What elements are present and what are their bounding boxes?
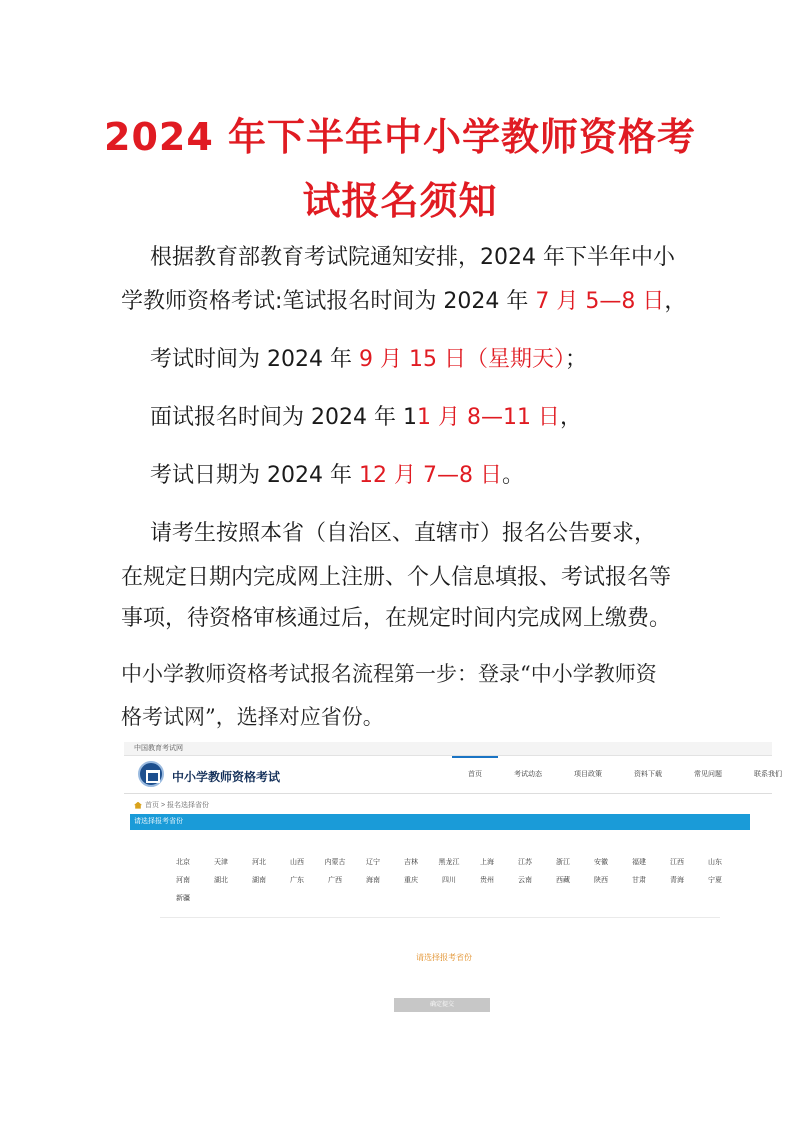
divider — [160, 917, 720, 918]
section-header-bar: 请选择报考省份 — [130, 814, 750, 830]
notice-text: 。 — [501, 463, 524, 488]
province-option[interactable]: 山西 — [290, 859, 304, 866]
province-option[interactable]: 黑龙江 — [438, 859, 460, 866]
notice-interview-registration — [150, 404, 582, 432]
notice-text: 学教师资格考试:笔试报名时间为 2024 年 — [121, 289, 529, 314]
province-option[interactable]: 安徽 — [594, 859, 608, 866]
registration-site-screenshot — [124, 742, 782, 1032]
province-option[interactable]: 吉林 — [404, 859, 418, 866]
province-option[interactable]: 辽宁 — [366, 859, 380, 866]
province-option[interactable]: 浙江 — [556, 859, 570, 866]
nav-contact[interactable]: 联系我们 — [754, 771, 782, 778]
province-option[interactable]: 四川 — [442, 877, 456, 884]
screenshot-top-bar: 中国教育考试网 — [124, 742, 772, 756]
province-option[interactable]: 湖北 — [214, 877, 228, 884]
province-option[interactable]: 广西 — [328, 877, 342, 884]
page-title-line-1: 2024 年下半年中小学教师资格考 — [104, 115, 696, 159]
notice-text: 面试报名时间为 2024 年 1 — [150, 405, 417, 430]
notice-paragraph-1 — [150, 244, 675, 272]
site-logo-icon — [138, 761, 164, 787]
notice-text: 考试时间为 2024 年 — [150, 347, 352, 372]
notice-text: ， — [664, 289, 687, 314]
site-name: 中小学教师资格考试 — [172, 770, 281, 784]
screenshot-header — [124, 756, 782, 794]
nav-home[interactable]: 首页 — [452, 756, 498, 794]
notice-text: 考试日期为 2024 年 — [150, 463, 352, 488]
province-option[interactable]: 陕西 — [594, 877, 608, 884]
province-option[interactable]: 青海 — [670, 877, 684, 884]
notice-instruction-line-3: 事项，待资格审核通过后，在规定时间内完成网上缴费。 — [121, 606, 672, 631]
province-option[interactable]: 西藏 — [556, 877, 570, 884]
notice-text: ， — [559, 405, 582, 430]
select-province-prompt: 请选择报考省份 — [416, 953, 472, 962]
province-option[interactable]: 上海 — [480, 859, 494, 866]
province-option[interactable]: 贵州 — [480, 877, 494, 884]
confirm-button[interactable]: 确定提交 — [394, 998, 490, 1012]
province-option[interactable]: 北京 — [176, 859, 190, 866]
breadcrumb-text[interactable]: 首页 > 报名选择省份 — [145, 802, 209, 809]
notice-instruction-line-2: 在规定日期内完成网上注册、个人信息填报、考试报名等 — [121, 565, 672, 590]
province-option[interactable]: 广东 — [290, 877, 304, 884]
province-option[interactable]: 福建 — [632, 859, 646, 866]
home-icon — [134, 802, 142, 809]
province-option[interactable]: 江苏 — [518, 859, 532, 866]
province-option[interactable]: 甘肃 — [632, 877, 646, 884]
notice-exam-time — [150, 346, 587, 374]
province-option[interactable]: 江西 — [670, 859, 684, 866]
notice-instruction-line-1: 请考生按照本省（自治区、直辖市）报名公告要求， — [150, 521, 657, 546]
nav-policy[interactable]: 项目政策 — [574, 771, 602, 778]
notice-text: 根据教育部教育考试院通知安排，2024 年下半年中小 — [150, 245, 675, 270]
province-option[interactable]: 湖南 — [252, 877, 266, 884]
notice-interview-date — [150, 462, 524, 490]
province-option[interactable]: 宁夏 — [708, 877, 722, 884]
interview-registration-date: 1 月 8—11 日 — [416, 405, 560, 430]
written-exam-registration-date: 7 月 5—8 日 — [535, 289, 665, 314]
breadcrumb — [134, 800, 209, 810]
step1-line-2: 格考试网”，选择对应省份。 — [121, 705, 384, 729]
province-option[interactable]: 河北 — [252, 859, 266, 866]
province-option[interactable]: 云南 — [518, 877, 532, 884]
province-option[interactable]: 河南 — [176, 877, 190, 884]
province-option[interactable]: 重庆 — [404, 877, 418, 884]
province-option[interactable]: 天津 — [214, 859, 228, 866]
written-exam-date: 9 月 15 日（星期天） — [358, 347, 565, 372]
site-nav — [452, 756, 798, 794]
notice-text: ； — [564, 347, 587, 372]
province-option[interactable]: 海南 — [366, 877, 380, 884]
province-option[interactable]: 山东 — [708, 859, 722, 866]
province-option[interactable]: 新疆 — [176, 895, 190, 902]
nav-downloads[interactable]: 资料下载 — [634, 771, 662, 778]
nav-exam-news[interactable]: 考试动态 — [514, 771, 542, 778]
province-option[interactable]: 内蒙古 — [324, 859, 346, 866]
step1-line-1: 中小学教师资格考试报名流程第一步：登录“中小学教师资 — [121, 662, 657, 686]
page-title-line-2: 试报名须知 — [302, 179, 498, 223]
notice-paragraph-1b — [121, 288, 686, 316]
province-list — [164, 854, 734, 908]
interview-date: 12 月 7—8 日 — [358, 463, 502, 488]
nav-faq[interactable]: 常见问题 — [694, 771, 722, 778]
